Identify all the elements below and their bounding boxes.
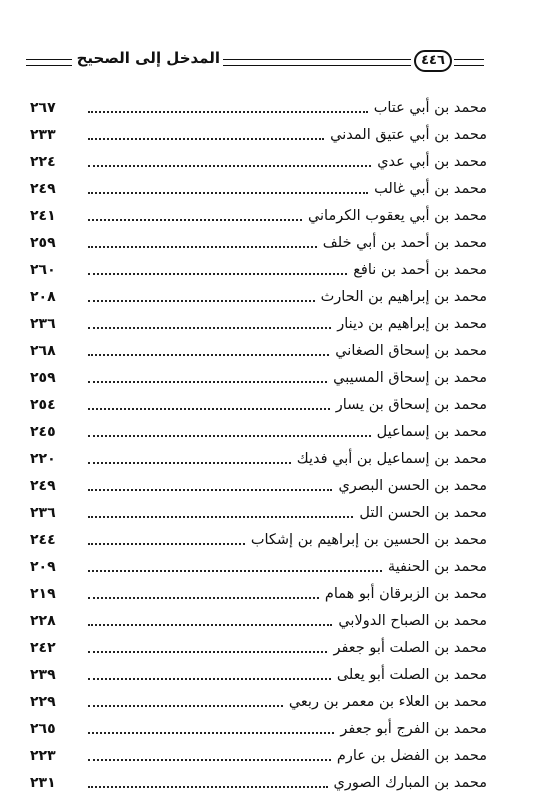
index-entry bbox=[26, 173, 487, 200]
dot-leader bbox=[88, 326, 331, 329]
index-entry bbox=[26, 740, 487, 767]
index-entry bbox=[26, 119, 487, 146]
index-entries bbox=[26, 92, 487, 794]
dot-leader bbox=[88, 569, 382, 572]
entry-page-number: ٢٠٨ bbox=[30, 289, 56, 305]
entry-page-number: ٢٢٣ bbox=[30, 748, 56, 764]
entry-name: محمد بن أبي عدي bbox=[377, 154, 487, 170]
entry-name: محمد بن المبارك الصوري bbox=[333, 775, 487, 791]
entry-page-number: ٢٢٩ bbox=[30, 694, 56, 710]
entry-name: محمد بن الحسن البصري bbox=[338, 478, 487, 494]
dot-leader bbox=[88, 218, 302, 221]
index-entry bbox=[26, 335, 487, 362]
dot-leader bbox=[88, 542, 245, 545]
index-entry bbox=[26, 551, 487, 578]
dot-leader bbox=[88, 353, 329, 356]
entry-page-number: ٢٦٠ bbox=[30, 262, 56, 278]
index-entry bbox=[26, 713, 487, 740]
entry-name: محمد بن الحسين بن إبراهيم بن إشكاب bbox=[250, 532, 487, 548]
dot-leader bbox=[88, 299, 315, 302]
entry-name: محمد بن الحسن التل bbox=[359, 505, 487, 521]
entry-page-number: ٢٢٨ bbox=[30, 613, 56, 629]
index-entry bbox=[26, 227, 487, 254]
index-entry bbox=[26, 200, 487, 227]
index-entry bbox=[26, 605, 487, 632]
entry-page-number: ٢٥٤ bbox=[30, 397, 56, 413]
dot-leader bbox=[88, 731, 334, 734]
page-number: ٤٤٦ bbox=[414, 50, 452, 72]
entry-page-number: ٢٢٠ bbox=[30, 451, 56, 467]
dot-leader bbox=[88, 191, 368, 194]
entry-name: محمد بن الفرج أبو جعفر bbox=[340, 721, 487, 737]
entry-page-number: ٢٠٩ bbox=[30, 559, 56, 575]
entry-name: محمد بن أحمد بن نافع bbox=[353, 262, 487, 278]
dot-leader bbox=[88, 380, 327, 383]
entry-name: محمد بن العلاء بن معمر بن ربعي bbox=[288, 694, 487, 710]
entry-page-number: ٢٦٥ bbox=[30, 721, 56, 737]
entry-name: محمد بن الصلت أبو جعفر bbox=[333, 640, 487, 656]
index-entry bbox=[26, 578, 487, 605]
dot-leader bbox=[88, 488, 332, 491]
dot-leader bbox=[88, 515, 353, 518]
index-entry bbox=[26, 632, 487, 659]
entry-page-number: ٢٦٧ bbox=[30, 100, 56, 116]
index-entry bbox=[26, 92, 487, 119]
entry-name: محمد بن أبي عتيق المدني bbox=[330, 127, 487, 143]
index-entry bbox=[26, 659, 487, 686]
index-entry bbox=[26, 497, 487, 524]
entry-page-number: ٢٣٦ bbox=[30, 505, 56, 521]
entry-page-number: ٢٤٥ bbox=[30, 424, 56, 440]
index-entry bbox=[26, 686, 487, 713]
entry-page-number: ٢٤٩ bbox=[30, 478, 56, 494]
entry-name: محمد بن أبي غالب bbox=[374, 181, 487, 197]
dot-leader bbox=[88, 650, 327, 653]
dot-leader bbox=[88, 272, 347, 275]
index-entry bbox=[26, 470, 487, 497]
entry-name: محمد بن إسحاق الصغاني bbox=[335, 343, 487, 359]
entry-page-number: ٢٣١ bbox=[30, 775, 56, 791]
dot-leader bbox=[88, 110, 368, 113]
entry-name: محمد بن الحنفية bbox=[387, 559, 487, 575]
entry-name: محمد بن إبراهيم بن دينار bbox=[337, 316, 487, 332]
entry-page-number: ٢٣٣ bbox=[30, 127, 56, 143]
entry-name: محمد بن أحمد بن أبي خلف bbox=[322, 235, 487, 251]
dot-leader bbox=[88, 623, 332, 626]
index-entry bbox=[26, 146, 487, 173]
index-entry bbox=[26, 254, 487, 281]
entry-page-number: ٢٤١ bbox=[30, 208, 56, 224]
dot-leader bbox=[88, 164, 371, 167]
dot-leader bbox=[88, 596, 319, 599]
dot-leader bbox=[88, 407, 330, 410]
entry-page-number: ٢٥٩ bbox=[30, 370, 56, 386]
running-title: المدخل إلى الصحيح bbox=[76, 49, 220, 67]
entry-name: محمد بن أبي عتاب bbox=[373, 100, 487, 116]
entry-name: محمد بن الفضل بن عارم bbox=[336, 748, 487, 764]
header-rule-middle bbox=[223, 59, 411, 66]
entry-page-number: ٢٤٤ bbox=[30, 532, 56, 548]
entry-page-number: ٢٣٩ bbox=[30, 667, 56, 683]
dot-leader bbox=[88, 704, 283, 707]
index-entry bbox=[26, 524, 487, 551]
index-entry bbox=[26, 389, 487, 416]
entry-page-number: ٢٦٨ bbox=[30, 343, 56, 359]
dot-leader bbox=[88, 677, 331, 680]
entry-name: محمد بن أبي يعقوب الكرماني bbox=[307, 208, 487, 224]
entry-page-number: ٢١٩ bbox=[30, 586, 56, 602]
index-entry bbox=[26, 308, 487, 335]
page-header bbox=[26, 44, 484, 76]
dot-leader bbox=[88, 434, 371, 437]
header-rule-left bbox=[26, 59, 72, 66]
entry-page-number: ٢٢٤ bbox=[30, 154, 56, 170]
entry-name: محمد بن إسحاق المسيبي bbox=[333, 370, 487, 386]
index-entry bbox=[26, 362, 487, 389]
entry-name: محمد بن إسحاق بن يسار bbox=[335, 397, 487, 413]
entry-name: محمد بن الصباح الدولابي bbox=[338, 613, 487, 629]
entry-page-number: ٢٣٦ bbox=[30, 316, 56, 332]
entry-name: محمد بن إسماعيل بن أبي فديك bbox=[296, 451, 487, 467]
entry-name: محمد بن الصلت أبو يعلى bbox=[336, 667, 487, 683]
dot-leader bbox=[88, 758, 331, 761]
entry-page-number: ٢٥٩ bbox=[30, 235, 56, 251]
dot-leader bbox=[88, 137, 324, 140]
dot-leader bbox=[88, 245, 317, 248]
index-entry bbox=[26, 281, 487, 308]
dot-leader bbox=[88, 461, 291, 464]
index-entry bbox=[26, 416, 487, 443]
entry-name: محمد بن إبراهيم بن الحارث bbox=[320, 289, 487, 305]
dot-leader bbox=[88, 785, 328, 788]
index-entry bbox=[26, 767, 487, 794]
entry-name: محمد بن الزبرقان أبو همام bbox=[324, 586, 487, 602]
entry-page-number: ٢٤٢ bbox=[30, 640, 56, 656]
entry-name: محمد بن إسماعيل bbox=[376, 424, 487, 440]
entry-page-number: ٢٤٩ bbox=[30, 181, 56, 197]
index-entry bbox=[26, 443, 487, 470]
header-rule-right bbox=[454, 59, 484, 66]
